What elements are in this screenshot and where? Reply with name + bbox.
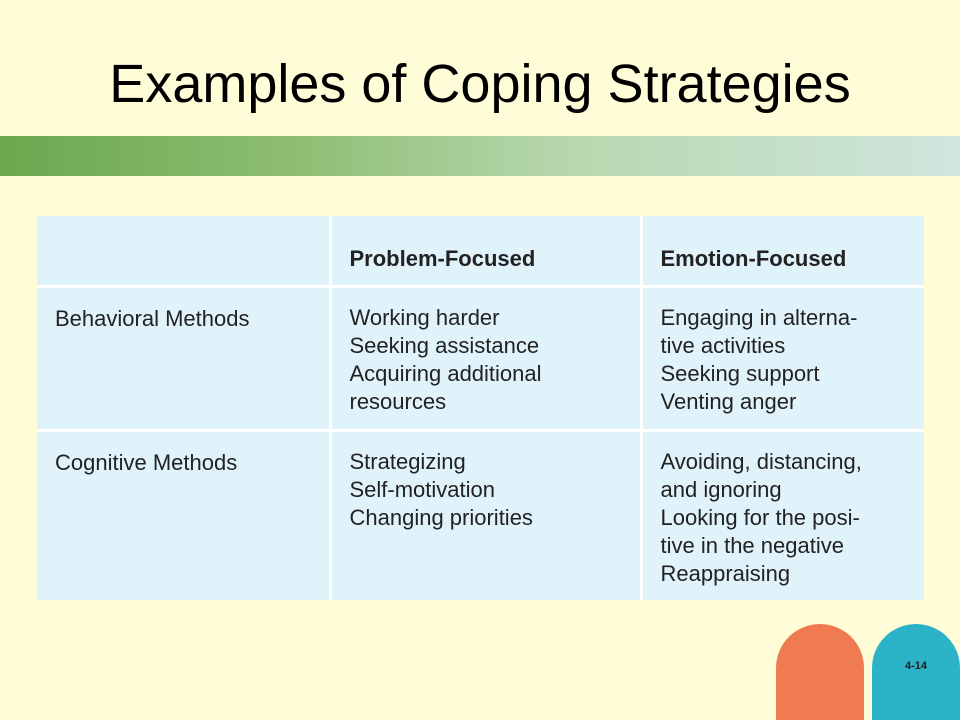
list-item: Changing priorities — [349, 504, 533, 530]
list-item: tive activities — [660, 332, 786, 358]
table-header-row — [37, 216, 924, 286]
strategies-grid — [37, 216, 924, 600]
list-item: Strategizing — [349, 448, 466, 474]
cell-cognitive-problem — [330, 430, 641, 600]
list-item: Reappraising — [660, 560, 791, 586]
table-row — [37, 430, 924, 600]
list-item: Self-motivation — [349, 476, 496, 502]
decorative-teal-circle — [872, 624, 960, 720]
list-item: resources — [349, 388, 447, 414]
slide-title: Examples of Coping Strategies — [109, 54, 851, 114]
table-row — [37, 286, 924, 430]
decorative-orange-circle — [776, 624, 864, 720]
header-emotion-focused: Emotion-Focused — [641, 216, 924, 286]
list-item: Seeking support — [660, 360, 820, 386]
cell-cognitive-emotion — [641, 430, 924, 600]
list-item: Engaging in alterna- — [660, 304, 858, 330]
header-problem-focused: Problem-Focused — [330, 216, 641, 286]
list-item: Looking for the posi- — [660, 504, 860, 530]
title-gradient-band — [0, 136, 960, 176]
list-item: Acquiring additional — [349, 360, 542, 386]
list-item: and ignoring — [660, 476, 782, 502]
corner-cell — [37, 216, 330, 286]
list-item: Venting anger — [660, 388, 797, 414]
coping-strategies-table — [37, 216, 924, 600]
cell-behavioral-problem — [330, 286, 641, 430]
row-label-cognitive: Cognitive Methods — [37, 430, 330, 600]
cell-behavioral-emotion — [641, 286, 924, 430]
slide-number: 4-14 — [904, 660, 928, 672]
list-item: tive in the negative — [660, 532, 844, 558]
list-item: Avoiding, distancing, — [660, 448, 862, 474]
list-item: Working harder — [349, 304, 500, 330]
row-label-behavioral: Behavioral Methods — [37, 286, 330, 430]
list-item: Seeking assistance — [349, 332, 540, 358]
